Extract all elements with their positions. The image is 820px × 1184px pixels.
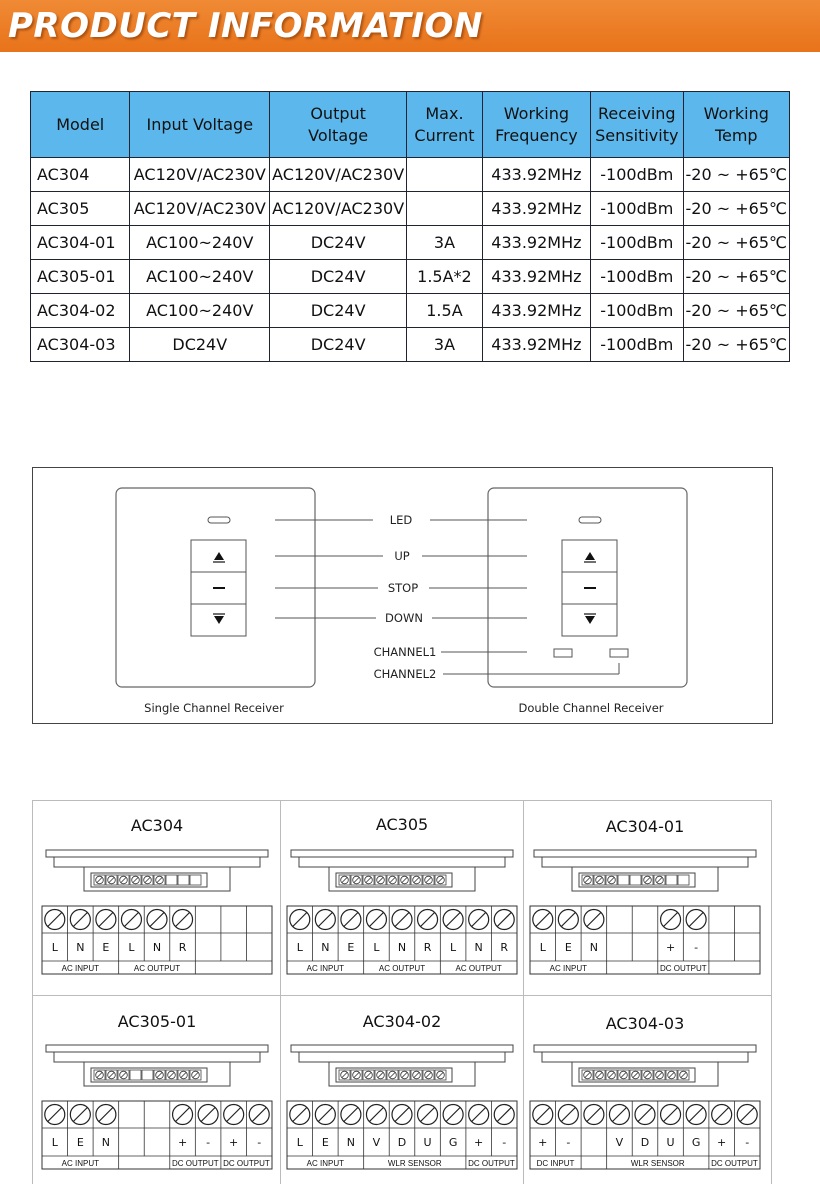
wiring-panel	[530, 995, 760, 1184]
screw-terminal-icon	[224, 1105, 244, 1125]
screw-terminal-icon	[686, 1105, 706, 1125]
receiver-diagram	[32, 467, 773, 724]
terminal-group-label: DC OUTPUT	[223, 1159, 270, 1168]
down-label: DOWN	[385, 611, 423, 625]
table-cell: 1.5A	[407, 294, 483, 328]
terminal-label: R	[178, 941, 187, 954]
housing-body	[54, 857, 260, 867]
screw-terminal-icon	[584, 1105, 604, 1125]
table-cell: -20 ~ +65℃	[683, 192, 789, 226]
table-cell: AC120V/AC230V	[130, 192, 270, 226]
terminal-label: D	[397, 1136, 407, 1149]
terminal-label: N	[474, 941, 483, 954]
table-cell	[407, 158, 483, 192]
table-cell: -100dBm	[591, 328, 683, 362]
screw-terminal-icon	[366, 910, 386, 930]
table-row	[31, 158, 790, 192]
wiring-panel	[530, 800, 760, 990]
screw-terminal-icon	[173, 1105, 193, 1125]
table-cell: 433.92MHz	[482, 294, 590, 328]
terminal-label: N	[589, 941, 599, 954]
table-cell: DC24V	[270, 226, 407, 260]
terminal-group-label: WLR SENSOR	[387, 1159, 442, 1168]
column-header-line: Max.	[425, 103, 464, 123]
table-cell: DC24V	[270, 294, 407, 328]
terminal-label: L	[539, 941, 546, 954]
screw-terminal-icon	[96, 1105, 116, 1125]
table-cell: -20 ~ +65℃	[683, 328, 789, 362]
wiring-drawing	[530, 800, 760, 990]
screw-terminal-icon	[392, 1105, 412, 1125]
channel1-label: CHANNEL1	[373, 645, 437, 659]
column-header-line: Working	[503, 103, 570, 123]
screw-terminal-icon	[609, 1105, 629, 1125]
table-cell: 1.5A*2	[407, 260, 483, 294]
column-header-line: Sensitivity	[595, 125, 679, 145]
housing-top	[534, 850, 756, 857]
terminal-group-label: AC INPUT	[306, 964, 345, 973]
screw-terminal-icon	[70, 1105, 90, 1125]
wiring-drawing	[42, 995, 272, 1184]
terminal-label: -	[694, 941, 699, 954]
table-cell: -20 ~ +65℃	[683, 226, 789, 260]
table-row	[31, 192, 790, 226]
terminal-label: L	[296, 1136, 303, 1149]
table-cell: AC100~240V	[130, 226, 270, 260]
terminal-group-label: AC INPUT	[306, 1159, 345, 1168]
terminal-label: +	[538, 1136, 548, 1149]
screw-terminal-icon	[290, 1105, 310, 1125]
table-cell: 433.92MHz	[482, 260, 590, 294]
wiring-model-title: AC304-03	[605, 1014, 685, 1033]
screw-terminal-icon	[173, 910, 193, 930]
connector-strip	[91, 1068, 207, 1082]
table-cell: -100dBm	[591, 192, 683, 226]
terminal-group-label: WLR SENSOR	[630, 1159, 685, 1168]
column-header	[270, 92, 407, 158]
wiring-panel	[287, 800, 517, 990]
screw-terminal-icon	[366, 1105, 386, 1125]
wiring-model-title: AC305-01	[117, 1012, 197, 1031]
wiring-panel	[287, 995, 517, 1184]
column-header-line: Working	[703, 103, 769, 123]
housing-body	[299, 1052, 505, 1062]
screw-terminal-icon	[315, 910, 335, 930]
table-cell: 433.92MHz	[482, 192, 590, 226]
terminal-label: -	[502, 1136, 507, 1149]
column-header-line: Current	[414, 125, 475, 145]
terminal-label: N	[101, 1136, 111, 1149]
table-cell: -100dBm	[591, 158, 683, 192]
housing-top	[291, 850, 513, 857]
table-cell: 433.92MHz	[482, 328, 590, 362]
terminal-label: -	[206, 1136, 211, 1149]
terminal-label: L	[51, 941, 58, 954]
double-led-icon	[579, 517, 601, 523]
column-header-line: Input Voltage	[146, 114, 254, 134]
table-cell: AC304	[31, 158, 130, 192]
terminal-block	[530, 1101, 760, 1169]
terminal-label: V	[615, 1136, 624, 1149]
housing-top	[46, 850, 268, 857]
wiring-drawing	[287, 995, 517, 1184]
column-header	[482, 92, 590, 158]
screw-terminal-icon	[494, 1105, 514, 1125]
housing-top	[46, 1045, 268, 1052]
table-cell: DC24V	[130, 328, 270, 362]
wiring-drawing	[287, 800, 517, 990]
table-header-row	[31, 92, 790, 158]
screw-terminal-icon	[443, 910, 463, 930]
screw-terminal-icon	[418, 910, 438, 930]
screw-terminal-icon	[533, 910, 553, 930]
screw-terminal-icon	[494, 910, 514, 930]
housing-body	[542, 857, 748, 867]
stop-label: STOP	[387, 581, 419, 595]
column-header	[407, 92, 483, 158]
terminal-label: E	[321, 1136, 329, 1149]
terminal-label: E	[347, 941, 355, 954]
column-header-line: Output	[310, 103, 366, 123]
terminal-label: +	[177, 1136, 188, 1149]
screw-terminal-icon	[686, 910, 706, 930]
terminal-label: +	[717, 1136, 727, 1149]
screw-terminal-icon	[469, 910, 489, 930]
column-header	[591, 92, 683, 158]
screw-terminal-icon	[737, 1105, 757, 1125]
housing-top	[534, 1045, 756, 1052]
screw-terminal-icon	[70, 910, 90, 930]
table-cell: AC120V/AC230V	[130, 158, 270, 192]
table-cell: AC305-01	[31, 260, 130, 294]
table-cell: AC120V/AC230V	[270, 192, 407, 226]
connector-strip	[336, 1068, 452, 1082]
housing-top	[291, 1045, 513, 1052]
single-receiver-caption: Single Channel Receiver	[144, 701, 284, 715]
table-cell: 433.92MHz	[482, 158, 590, 192]
terminal-label: G	[448, 1136, 458, 1149]
terminal-block	[42, 1101, 272, 1169]
column-header-line: Frequency	[495, 125, 578, 145]
terminal-label: R	[423, 941, 432, 954]
terminal-block	[530, 906, 760, 974]
table-row	[31, 294, 790, 328]
table-cell: AC100~240V	[130, 260, 270, 294]
double-receiver-caption: Double Channel Receiver	[518, 701, 664, 715]
screw-terminal-icon	[469, 1105, 489, 1125]
connector-strip	[91, 873, 207, 887]
terminal-label: N	[397, 941, 407, 954]
terminal-label: G	[691, 1136, 701, 1149]
screw-terminal-icon	[635, 1105, 655, 1125]
terminal-label: -	[745, 1136, 750, 1149]
wiring-panel	[42, 800, 272, 990]
terminal-label: R	[500, 941, 509, 954]
terminal-label: N	[76, 941, 85, 954]
terminal-group-label: AC OUTPUT	[455, 964, 502, 973]
housing-body	[299, 857, 505, 867]
table-cell: AC120V/AC230V	[270, 158, 407, 192]
screw-terminal-icon	[558, 1105, 578, 1125]
terminal-label: E	[564, 941, 572, 954]
terminal-label: U	[423, 1136, 432, 1149]
page-title: PRODUCT INFORMATION	[8, 6, 483, 46]
terminal-label: L	[373, 941, 380, 954]
table-row	[31, 328, 790, 362]
wiring-model-title: AC304-01	[605, 817, 685, 836]
terminal-label: -	[257, 1136, 262, 1149]
terminal-label: L	[450, 941, 457, 954]
terminal-group-label: AC OUTPUT	[133, 964, 181, 973]
table-cell: -100dBm	[591, 260, 683, 294]
screw-terminal-icon	[341, 1105, 361, 1125]
table-cell: -20 ~ +65℃	[683, 294, 789, 328]
column-header	[683, 92, 789, 158]
table-cell: DC24V	[270, 328, 407, 362]
terminal-label: N	[346, 1136, 356, 1149]
receiver-drawing	[33, 468, 774, 725]
wiring-drawing	[42, 800, 272, 990]
terminal-label: D	[640, 1136, 650, 1149]
table-cell: 3A	[407, 328, 483, 362]
wiring-model-title: AC304	[130, 816, 184, 835]
screw-terminal-icon	[418, 1105, 438, 1125]
terminal-label: E	[76, 1136, 84, 1149]
table-cell: DC24V	[270, 260, 407, 294]
screw-terminal-icon	[661, 1105, 681, 1125]
screw-terminal-icon	[341, 910, 361, 930]
terminal-label: L	[128, 941, 135, 954]
table-cell: -100dBm	[591, 294, 683, 328]
table-cell: -100dBm	[591, 226, 683, 260]
screw-terminal-icon	[443, 1105, 463, 1125]
screw-terminal-icon	[45, 1105, 65, 1125]
connector-strip	[579, 873, 695, 887]
screw-terminal-icon	[533, 1105, 553, 1125]
table-row	[31, 226, 790, 260]
table-cell: AC304-03	[31, 328, 130, 362]
terminal-label: E	[102, 941, 110, 954]
terminal-group-label: DC INPUT	[536, 1159, 575, 1168]
terminal-group-label: DC OUTPUT	[468, 1159, 515, 1168]
housing-body	[542, 1052, 748, 1062]
wiring-drawing	[530, 995, 760, 1184]
screw-terminal-icon	[315, 1105, 335, 1125]
single-led-icon	[208, 517, 230, 523]
led-label: LED	[389, 513, 413, 527]
table-cell: AC100~240V	[130, 294, 270, 328]
column-header-line: Temp	[714, 125, 758, 145]
table-cell: AC304-01	[31, 226, 130, 260]
terminal-block	[287, 906, 517, 974]
screw-terminal-icon	[147, 910, 167, 930]
screw-terminal-icon	[45, 910, 65, 930]
terminal-label: V	[372, 1136, 381, 1149]
wiring-model-title: AC304-02	[362, 1012, 442, 1031]
table-cell: 3A	[407, 226, 483, 260]
wiring-panel	[42, 995, 272, 1184]
table-cell: AC304-02	[31, 294, 130, 328]
wiring-diagrams	[32, 800, 772, 1184]
terminal-group-label: AC INPUT	[61, 1159, 100, 1168]
connector-strip	[336, 873, 452, 887]
table-cell: AC305	[31, 192, 130, 226]
terminal-label: N	[321, 941, 330, 954]
terminal-label: -	[566, 1136, 571, 1149]
terminal-label: U	[666, 1136, 675, 1149]
spec-table	[30, 91, 790, 362]
screw-terminal-icon	[392, 910, 412, 930]
terminal-block	[287, 1101, 517, 1169]
connector-strip	[579, 1068, 695, 1082]
column-header-line: Model	[56, 114, 105, 134]
terminal-group-label: AC INPUT	[61, 964, 100, 973]
screw-terminal-icon	[584, 910, 604, 930]
screw-terminal-icon	[558, 910, 578, 930]
terminal-label: +	[665, 941, 676, 954]
terminal-group-label: DC OUTPUT	[659, 964, 707, 973]
screw-terminal-icon	[249, 1105, 269, 1125]
screw-terminal-icon	[290, 910, 310, 930]
channel2-label: CHANNEL2	[373, 667, 437, 681]
channel2-indicator	[610, 649, 628, 657]
table-cell: -20 ~ +65℃	[683, 158, 789, 192]
terminal-group-label: DC OUTPUT	[711, 1159, 758, 1168]
column-header-line: Voltage	[308, 125, 369, 145]
table-cell: 433.92MHz	[482, 226, 590, 260]
terminal-block	[42, 906, 272, 974]
table-cell: -20 ~ +65℃	[683, 260, 789, 294]
wiring-model-title: AC305	[375, 815, 429, 834]
terminal-group-label: AC INPUT	[549, 964, 588, 973]
column-header	[31, 92, 130, 158]
terminal-group-label: AC OUTPUT	[378, 964, 426, 973]
screw-terminal-icon	[121, 910, 141, 930]
terminal-label: L	[296, 941, 303, 954]
channel1-indicator	[554, 649, 572, 657]
screw-terminal-icon	[96, 910, 116, 930]
screw-terminal-icon	[712, 1105, 732, 1125]
up-label: UP	[394, 549, 410, 563]
screw-terminal-icon	[661, 910, 681, 930]
table-row	[31, 260, 790, 294]
column-header	[130, 92, 270, 158]
terminal-label: +	[229, 1136, 239, 1149]
terminal-group-label: DC OUTPUT	[171, 1159, 219, 1168]
terminal-label: N	[152, 941, 162, 954]
terminal-label: L	[51, 1136, 58, 1149]
table-cell	[407, 192, 483, 226]
housing-body	[54, 1052, 260, 1062]
screw-terminal-icon	[198, 1105, 218, 1125]
terminal-label: +	[474, 1136, 484, 1149]
header-banner	[0, 0, 820, 52]
column-header-line: Receiving	[598, 103, 676, 123]
